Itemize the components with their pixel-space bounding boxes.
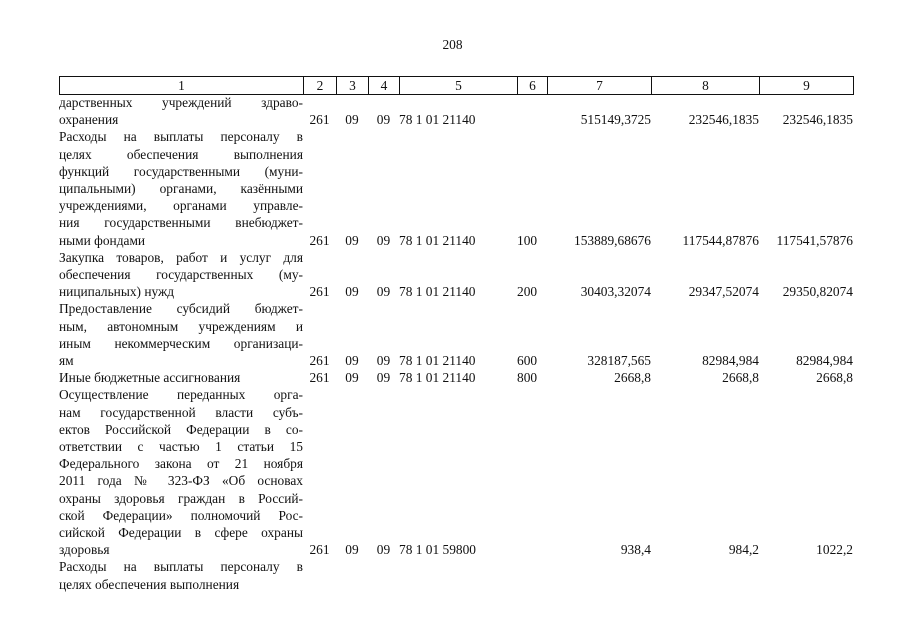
cell-c4: 09 <box>376 232 391 248</box>
cell-c7: 2668,8 <box>614 370 651 386</box>
description-line: функций государственными (муни- <box>59 163 303 179</box>
cell-c7: 328187,565 <box>587 353 651 369</box>
description-line: иным некоммерческим организаци- <box>59 335 303 351</box>
row-description <box>59 94 303 128</box>
description-line: Иные бюджетные ассигнования <box>59 370 241 386</box>
row-description <box>59 249 303 301</box>
header-col-5: 5 <box>400 77 518 95</box>
description-line: Закупка товаров, работ и услуг для <box>59 249 303 265</box>
description-line: ния государственными внебюджет- <box>59 215 303 231</box>
cell-c5: 78 1 01 21140 <box>399 232 476 248</box>
description-line: целях обеспечения выполнения <box>59 576 240 592</box>
description-line: 2011 года № 323-ФЗ «Об основах <box>59 473 303 489</box>
cell-c7: 153889,68676 <box>574 232 651 248</box>
table-header <box>59 76 854 95</box>
cell-c9: 117541,57876 <box>776 232 853 248</box>
header-col-4: 4 <box>369 77 400 95</box>
header-col-9: 9 <box>760 77 854 95</box>
header-col-2: 2 <box>304 77 337 95</box>
cell-c5: 78 1 01 21140 <box>399 353 476 369</box>
cell-c7: 515149,3725 <box>580 112 651 128</box>
cell-c9: 29350,82074 <box>782 284 853 300</box>
cell-c8: 2668,8 <box>722 370 759 386</box>
header-col-6: 6 <box>518 77 548 95</box>
cell-c3: 09 <box>345 284 359 300</box>
description-line: ям <box>59 353 74 369</box>
table-row <box>59 558 853 592</box>
description-line: охраны здоровья граждан в Россий- <box>59 490 303 506</box>
cell-c2: 261 <box>309 370 330 386</box>
cell-c8: 117544,87876 <box>682 232 759 248</box>
table-row <box>59 94 853 128</box>
header-col-8: 8 <box>652 77 760 95</box>
row-description <box>59 369 303 386</box>
description-line: учреждениями, органами управле- <box>59 198 303 214</box>
description-line: Расходы на выплаты персоналу в <box>59 559 303 575</box>
cell-c9: 2668,8 <box>816 370 853 386</box>
description-line: ным, автономным учреждениям и <box>59 318 303 334</box>
cell-c7: 938,4 <box>620 542 651 558</box>
cell-c4: 09 <box>376 112 391 128</box>
description-line: Расходы на выплаты персоналу в <box>59 129 303 145</box>
cell-c4: 09 <box>376 370 391 386</box>
description-line: Федерального закона от 21 ноября <box>59 456 303 472</box>
description-line: нам государственной власти субъ- <box>59 404 303 420</box>
table-row <box>59 300 853 369</box>
description-line: охранения <box>59 112 119 128</box>
header-col-7: 7 <box>548 77 652 95</box>
cell-c5: 78 1 01 59800 <box>399 542 476 558</box>
cell-c7: 30403,32074 <box>580 284 651 300</box>
cell-c2: 261 <box>309 232 330 248</box>
cell-c5: 78 1 01 21140 <box>399 370 476 386</box>
cell-c3: 09 <box>345 232 359 248</box>
description-line: ниципальных) нужд <box>59 284 175 300</box>
cell-c8: 232546,1835 <box>688 112 759 128</box>
description-line: ными фондами <box>59 232 146 248</box>
cell-c5: 78 1 01 21140 <box>399 284 476 300</box>
cell-c2: 261 <box>309 112 330 128</box>
cell-c6: 800 <box>517 370 538 386</box>
cell-c2: 261 <box>309 284 330 300</box>
cell-c9: 1022,2 <box>816 542 853 558</box>
page-number: 208 <box>442 37 463 52</box>
cell-c3: 09 <box>345 542 359 558</box>
description-line: Предоставление субсидий бюджет- <box>59 301 303 317</box>
cell-c6: 100 <box>517 232 538 248</box>
cell-c5: 78 1 01 21140 <box>399 112 476 128</box>
header-col-1: 1 <box>60 77 304 95</box>
cell-c3: 09 <box>345 370 359 386</box>
cell-c9: 82984,984 <box>796 353 853 369</box>
cell-c3: 09 <box>345 112 359 128</box>
description-line: сийской Федерации в сфере охраны <box>59 525 303 541</box>
cell-c8: 29347,52074 <box>688 284 759 300</box>
cell-c2: 261 <box>309 542 330 558</box>
cell-c8: 984,2 <box>728 542 759 558</box>
description-line: ской Федерации» полномочий Рос- <box>59 507 303 523</box>
cell-c6: 200 <box>517 284 538 300</box>
cell-c3: 09 <box>345 353 359 369</box>
description-line: здоровья <box>59 542 110 558</box>
row-description <box>59 558 303 592</box>
description-line: ектов Российской Федерации в со- <box>59 421 303 437</box>
table-row <box>59 369 853 386</box>
description-line: ответствии с частью 1 статьи 15 <box>59 439 303 455</box>
cell-c6: 600 <box>517 353 538 369</box>
row-description <box>59 300 303 369</box>
cell-c4: 09 <box>376 542 391 558</box>
table-row <box>59 249 853 301</box>
cell-c8: 82984,984 <box>702 353 759 369</box>
cell-c4: 09 <box>376 284 391 300</box>
cell-c4: 09 <box>376 353 391 369</box>
cell-c2: 261 <box>309 353 330 369</box>
cell-c9: 232546,1835 <box>782 112 853 128</box>
description-line: дарственных учреждений здраво- <box>59 95 303 110</box>
description-line: Осуществление переданных орга- <box>59 387 303 403</box>
row-description <box>59 386 303 558</box>
row-description <box>59 128 303 248</box>
table-row <box>59 128 853 248</box>
table-row <box>59 386 853 558</box>
table-body <box>59 94 853 593</box>
description-line: обеспечения государственных (му- <box>59 267 303 283</box>
description-line: целях обеспечения выполнения <box>59 146 303 162</box>
header-col-3: 3 <box>337 77 369 95</box>
description-line: ципальными) органами, казёнными <box>59 181 303 197</box>
